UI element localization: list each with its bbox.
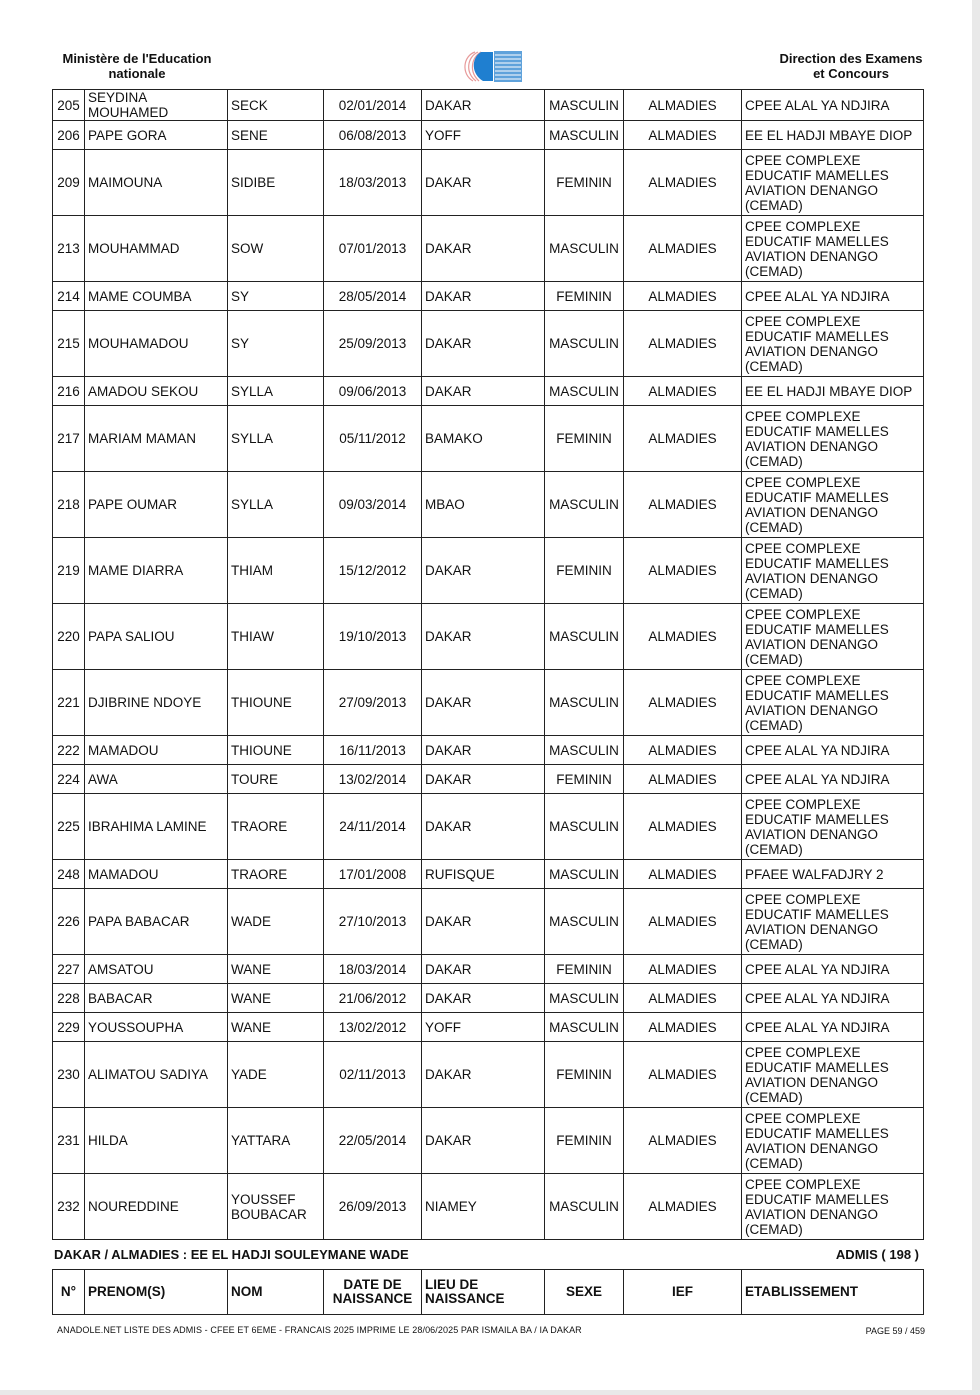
cell-ief: ALMADIES <box>624 1042 742 1108</box>
cell-ief: ALMADIES <box>624 889 742 955</box>
cell-etab: CPEE ALAL YA NDJIRA <box>742 282 924 311</box>
cell-num: 205 <box>53 90 85 121</box>
col-header-num: N° <box>53 1270 85 1315</box>
cell-num: 248 <box>53 860 85 889</box>
cell-num: 230 <box>53 1042 85 1108</box>
table-row <box>53 472 924 538</box>
cell-etab: CPEE COMPLEXE EDUCATIF MAMELLES AVIATION DENANGO (CEMAD) <box>742 1174 924 1240</box>
cell-lieu: BAMAKO <box>422 406 545 472</box>
table-row <box>53 1108 924 1174</box>
cell-lieu: DAKAR <box>422 955 545 984</box>
col-header-etab: ETABLISSEMENT <box>742 1270 924 1315</box>
cell-num: 224 <box>53 765 85 794</box>
table-row <box>53 90 924 121</box>
cell-lieu: RUFISQUE <box>422 860 545 889</box>
cell-num: 220 <box>53 604 85 670</box>
cell-ief: ALMADIES <box>624 1174 742 1240</box>
cell-sexe: MASCULIN <box>545 377 624 406</box>
cell-etab: CPEE ALAL YA NDJIRA <box>742 955 924 984</box>
cell-lieu: DAKAR <box>422 604 545 670</box>
table-row <box>53 955 924 984</box>
cell-etab: CPEE COMPLEXE EDUCATIF MAMELLES AVIATION DENANGO (CEMAD) <box>742 216 924 282</box>
cell-lieu: DAKAR <box>422 794 545 860</box>
cell-lieu: DAKAR <box>422 282 545 311</box>
cell-etab: CPEE COMPLEXE EDUCATIF MAMELLES AVIATION DENANGO (CEMAD) <box>742 406 924 472</box>
cell-date: 13/02/2012 <box>324 1013 422 1042</box>
ministry-logo-icon <box>457 48 527 84</box>
cell-nom: THIOUNE <box>228 736 324 765</box>
cell-lieu: DAKAR <box>422 311 545 377</box>
cell-etab: CPEE COMPLEXE EDUCATIF MAMELLES AVIATION DENANGO (CEMAD) <box>742 311 924 377</box>
cell-date: 15/12/2012 <box>324 538 422 604</box>
cell-etab: CPEE COMPLEXE EDUCATIF MAMELLES AVIATION DENANGO (CEMAD) <box>742 538 924 604</box>
cell-sexe: MASCULIN <box>545 121 624 150</box>
cell-etab: CPEE COMPLEXE EDUCATIF MAMELLES AVIATION DENANGO (CEMAD) <box>742 604 924 670</box>
cell-ief: ALMADIES <box>624 377 742 406</box>
cell-lieu: DAKAR <box>422 90 545 121</box>
cell-date: 22/05/2014 <box>324 1108 422 1174</box>
cell-prenom: PAPA BABACAR <box>85 889 228 955</box>
cell-prenom: IBRAHIMA LAMINE <box>85 794 228 860</box>
cell-nom: THIAW <box>228 604 324 670</box>
cell-date: 19/10/2013 <box>324 604 422 670</box>
cell-num: 228 <box>53 984 85 1013</box>
cell-date: 05/11/2012 <box>324 406 422 472</box>
cell-num: 231 <box>53 1108 85 1174</box>
col-header-ief: IEF <box>624 1270 742 1315</box>
cell-sexe: MASCULIN <box>545 984 624 1013</box>
cell-prenom: AMSATOU <box>85 955 228 984</box>
cell-num: 217 <box>53 406 85 472</box>
cell-sexe: MASCULIN <box>545 736 624 765</box>
cell-nom: THIAM <box>228 538 324 604</box>
cell-prenom: MAME COUMBA <box>85 282 228 311</box>
cell-num: 206 <box>53 121 85 150</box>
cell-nom: TOURE <box>228 765 324 794</box>
table-row <box>53 377 924 406</box>
cell-num: 213 <box>53 216 85 282</box>
admis-count: ADMIS ( 198 ) <box>835 1247 919 1262</box>
cell-lieu: DAKAR <box>422 736 545 765</box>
table-row <box>53 889 924 955</box>
cell-ief: ALMADIES <box>624 406 742 472</box>
cell-sexe: MASCULIN <box>545 794 624 860</box>
cell-sexe: FEMININ <box>545 282 624 311</box>
cell-etab: EE EL HADJI MBAYE DIOP <box>742 121 924 150</box>
cell-prenom: MOUHAMADOU <box>85 311 228 377</box>
col-header-date-line1: DATE DE <box>343 1277 402 1292</box>
table-row <box>53 1042 924 1108</box>
cell-prenom: NOUREDDINE <box>85 1174 228 1240</box>
ministry-name-line2: nationale <box>108 66 166 81</box>
cell-ief: ALMADIES <box>624 150 742 216</box>
cell-nom: SECK <box>228 90 324 121</box>
cell-sexe: MASCULIN <box>545 889 624 955</box>
cell-nom: WANE <box>228 984 324 1013</box>
col-header-prenom: PRENOM(S) <box>85 1270 228 1315</box>
table-row <box>53 406 924 472</box>
col-header-date-line2: NAISSANCE <box>332 1291 413 1306</box>
cell-lieu: DAKAR <box>422 377 545 406</box>
cell-sexe: MASCULIN <box>545 860 624 889</box>
cell-num: 225 <box>53 794 85 860</box>
cell-date: 18/03/2014 <box>324 955 422 984</box>
admis-table-body <box>53 90 924 1240</box>
footer-page-number: PAGE 59 / 459 <box>865 1326 925 1336</box>
cell-sexe: MASCULIN <box>545 604 624 670</box>
table-row <box>53 765 924 794</box>
cell-prenom: SEYDINA MOUHAMED <box>85 90 228 121</box>
cell-ief: ALMADIES <box>624 538 742 604</box>
cell-etab: CPEE COMPLEXE EDUCATIF MAMELLES AVIATION DENANGO (CEMAD) <box>742 794 924 860</box>
cell-prenom: MAMADOU <box>85 860 228 889</box>
cell-nom: SYLLA <box>228 472 324 538</box>
cell-sexe: FEMININ <box>545 765 624 794</box>
table-row <box>53 121 924 150</box>
table-row <box>53 150 924 216</box>
cell-etab: CPEE ALAL YA NDJIRA <box>742 984 924 1013</box>
col-header-lieu-line2: NAISSANCE <box>425 1291 505 1306</box>
direction-name-line1: Direction des Examens <box>779 51 923 66</box>
cell-ief: ALMADIES <box>624 1013 742 1042</box>
cell-sexe: MASCULIN <box>545 90 624 121</box>
cell-date: 09/06/2013 <box>324 377 422 406</box>
ministry-header <box>48 51 226 81</box>
cell-etab: CPEE COMPLEXE EDUCATIF MAMELLES AVIATION DENANGO (CEMAD) <box>742 150 924 216</box>
cell-nom: TRAORE <box>228 794 324 860</box>
cell-etab: CPEE ALAL YA NDJIRA <box>742 736 924 765</box>
col-header-nom: NOM <box>228 1270 324 1315</box>
cell-lieu: YOFF <box>422 1013 545 1042</box>
cell-ief: ALMADIES <box>624 121 742 150</box>
cell-etab: CPEE COMPLEXE EDUCATIF MAMELLES AVIATION DENANGO (CEMAD) <box>742 472 924 538</box>
cell-sexe: FEMININ <box>545 406 624 472</box>
section-title: DAKAR / ALMADIES : EE EL HADJI SOULEYMANE WADE <box>54 1247 409 1262</box>
cell-num: 227 <box>53 955 85 984</box>
cell-nom: SYLLA <box>228 406 324 472</box>
cell-etab: PFAEE WALFADJRY 2 <box>742 860 924 889</box>
cell-etab: CPEE COMPLEXE EDUCATIF MAMELLES AVIATION DENANGO (CEMAD) <box>742 889 924 955</box>
cell-ief: ALMADIES <box>624 765 742 794</box>
col-header-lieu <box>422 1270 545 1315</box>
cell-date: 17/01/2008 <box>324 860 422 889</box>
cell-nom: WANE <box>228 1013 324 1042</box>
cell-lieu: NIAMEY <box>422 1174 545 1240</box>
cell-ief: ALMADIES <box>624 794 742 860</box>
cell-date: 28/05/2014 <box>324 282 422 311</box>
cell-num: 214 <box>53 282 85 311</box>
cell-prenom: DJIBRINE NDOYE <box>85 670 228 736</box>
cell-num: 232 <box>53 1174 85 1240</box>
cell-num: 216 <box>53 377 85 406</box>
cell-prenom: PAPE GORA <box>85 121 228 150</box>
cell-num: 219 <box>53 538 85 604</box>
table-row <box>53 282 924 311</box>
cell-date: 13/02/2014 <box>324 765 422 794</box>
cell-nom: SY <box>228 311 324 377</box>
cell-num: 221 <box>53 670 85 736</box>
cell-lieu: DAKAR <box>422 670 545 736</box>
cell-nom: WANE <box>228 955 324 984</box>
cell-lieu: DAKAR <box>422 1042 545 1108</box>
cell-lieu: MBAO <box>422 472 545 538</box>
cell-num: 218 <box>53 472 85 538</box>
cell-etab: CPEE ALAL YA NDJIRA <box>742 1013 924 1042</box>
cell-nom: SYLLA <box>228 377 324 406</box>
table-row <box>53 794 924 860</box>
direction-header <box>762 51 940 81</box>
table-row <box>53 1174 924 1240</box>
cell-lieu: DAKAR <box>422 984 545 1013</box>
col-header-date <box>324 1270 422 1315</box>
cell-etab: CPEE ALAL YA NDJIRA <box>742 765 924 794</box>
cell-sexe: MASCULIN <box>545 1013 624 1042</box>
cell-lieu: DAKAR <box>422 765 545 794</box>
cell-prenom: PAPA SALIOU <box>85 604 228 670</box>
cell-sexe: FEMININ <box>545 150 624 216</box>
cell-num: 209 <box>53 150 85 216</box>
cell-prenom: HILDA <box>85 1108 228 1174</box>
cell-date: 07/01/2013 <box>324 216 422 282</box>
cell-nom: SY <box>228 282 324 311</box>
cell-prenom: AMADOU SEKOU <box>85 377 228 406</box>
cell-date: 24/11/2014 <box>324 794 422 860</box>
cell-ief: ALMADIES <box>624 984 742 1013</box>
table-row <box>53 670 924 736</box>
cell-ief: ALMADIES <box>624 604 742 670</box>
cell-lieu: DAKAR <box>422 1108 545 1174</box>
cell-num: 222 <box>53 736 85 765</box>
column-header-table <box>52 1269 924 1315</box>
admis-table <box>52 89 924 1240</box>
cell-sexe: MASCULIN <box>545 311 624 377</box>
cell-date: 02/01/2014 <box>324 90 422 121</box>
table-row <box>53 538 924 604</box>
cell-ief: ALMADIES <box>624 736 742 765</box>
cell-prenom: BABACAR <box>85 984 228 1013</box>
cell-sexe: FEMININ <box>545 538 624 604</box>
cell-sexe: MASCULIN <box>545 472 624 538</box>
cell-prenom: MAME DIARRA <box>85 538 228 604</box>
cell-date: 18/03/2013 <box>324 150 422 216</box>
cell-etab: CPEE ALAL YA NDJIRA <box>742 90 924 121</box>
cell-prenom: PAPE OUMAR <box>85 472 228 538</box>
cell-num: 215 <box>53 311 85 377</box>
cell-nom: YOUSSEF BOUBACAR <box>228 1174 324 1240</box>
col-header-sexe: SEXE <box>545 1270 624 1315</box>
cell-date: 02/11/2013 <box>324 1042 422 1108</box>
table-row <box>53 860 924 889</box>
footer-print-info: ANADOLE.NET LISTE DES ADMIS - CFEE ET 6EME - FRANCAIS 2025 IMPRIME LE 28/06/2025 PAR ISMAILA BA / IA DAKAR <box>57 1325 582 1335</box>
cell-prenom: AWA <box>85 765 228 794</box>
col-header-lieu-line1: LIEU DE <box>425 1277 479 1292</box>
section-header <box>52 1247 923 1263</box>
cell-lieu: YOFF <box>422 121 545 150</box>
cell-ief: ALMADIES <box>624 1108 742 1174</box>
cell-num: 229 <box>53 1013 85 1042</box>
cell-date: 16/11/2013 <box>324 736 422 765</box>
cell-ief: ALMADIES <box>624 311 742 377</box>
table-row <box>53 1013 924 1042</box>
cell-num: 226 <box>53 889 85 955</box>
column-header-row <box>53 1270 924 1315</box>
cell-sexe: MASCULIN <box>545 216 624 282</box>
cell-date: 26/09/2013 <box>324 1174 422 1240</box>
cell-etab: CPEE COMPLEXE EDUCATIF MAMELLES AVIATION DENANGO (CEMAD) <box>742 1108 924 1174</box>
cell-nom: TRAORE <box>228 860 324 889</box>
cell-prenom: MOUHAMMAD <box>85 216 228 282</box>
cell-etab: EE EL HADJI MBAYE DIOP <box>742 377 924 406</box>
cell-sexe: FEMININ <box>545 1108 624 1174</box>
cell-sexe: FEMININ <box>545 955 624 984</box>
cell-nom: SOW <box>228 216 324 282</box>
table-row <box>53 984 924 1013</box>
cell-lieu: DAKAR <box>422 216 545 282</box>
cell-date: 25/09/2013 <box>324 311 422 377</box>
cell-ief: ALMADIES <box>624 670 742 736</box>
cell-prenom: MAMADOU <box>85 736 228 765</box>
table-row <box>53 604 924 670</box>
cell-date: 27/09/2013 <box>324 670 422 736</box>
cell-nom: WADE <box>228 889 324 955</box>
cell-sexe: MASCULIN <box>545 1174 624 1240</box>
cell-prenom: ALIMATOU SADIYA <box>85 1042 228 1108</box>
cell-lieu: DAKAR <box>422 538 545 604</box>
cell-ief: ALMADIES <box>624 216 742 282</box>
cell-nom: THIOUNE <box>228 670 324 736</box>
cell-ief: ALMADIES <box>624 860 742 889</box>
direction-name-line2: et Concours <box>813 66 889 81</box>
cell-prenom: YOUSSOUPHA <box>85 1013 228 1042</box>
cell-ief: ALMADIES <box>624 955 742 984</box>
cell-prenom: MAIMOUNA <box>85 150 228 216</box>
cell-prenom: MARIAM MAMAN <box>85 406 228 472</box>
cell-date: 09/03/2014 <box>324 472 422 538</box>
cell-nom: YATTARA <box>228 1108 324 1174</box>
cell-nom: YADE <box>228 1042 324 1108</box>
cell-ief: ALMADIES <box>624 282 742 311</box>
cell-ief: ALMADIES <box>624 90 742 121</box>
cell-date: 21/06/2012 <box>324 984 422 1013</box>
cell-nom: SENE <box>228 121 324 150</box>
cell-sexe: FEMININ <box>545 1042 624 1108</box>
table-row <box>53 311 924 377</box>
cell-date: 27/10/2013 <box>324 889 422 955</box>
cell-etab: CPEE COMPLEXE EDUCATIF MAMELLES AVIATION DENANGO (CEMAD) <box>742 1042 924 1108</box>
cell-sexe: MASCULIN <box>545 670 624 736</box>
cell-ief: ALMADIES <box>624 472 742 538</box>
cell-date: 06/08/2013 <box>324 121 422 150</box>
cell-etab: CPEE COMPLEXE EDUCATIF MAMELLES AVIATION DENANGO (CEMAD) <box>742 670 924 736</box>
cell-lieu: DAKAR <box>422 889 545 955</box>
table-row <box>53 736 924 765</box>
table-row <box>53 216 924 282</box>
cell-nom: SIDIBE <box>228 150 324 216</box>
cell-lieu: DAKAR <box>422 150 545 216</box>
ministry-name-line1: Ministère de l'Education <box>62 51 212 66</box>
